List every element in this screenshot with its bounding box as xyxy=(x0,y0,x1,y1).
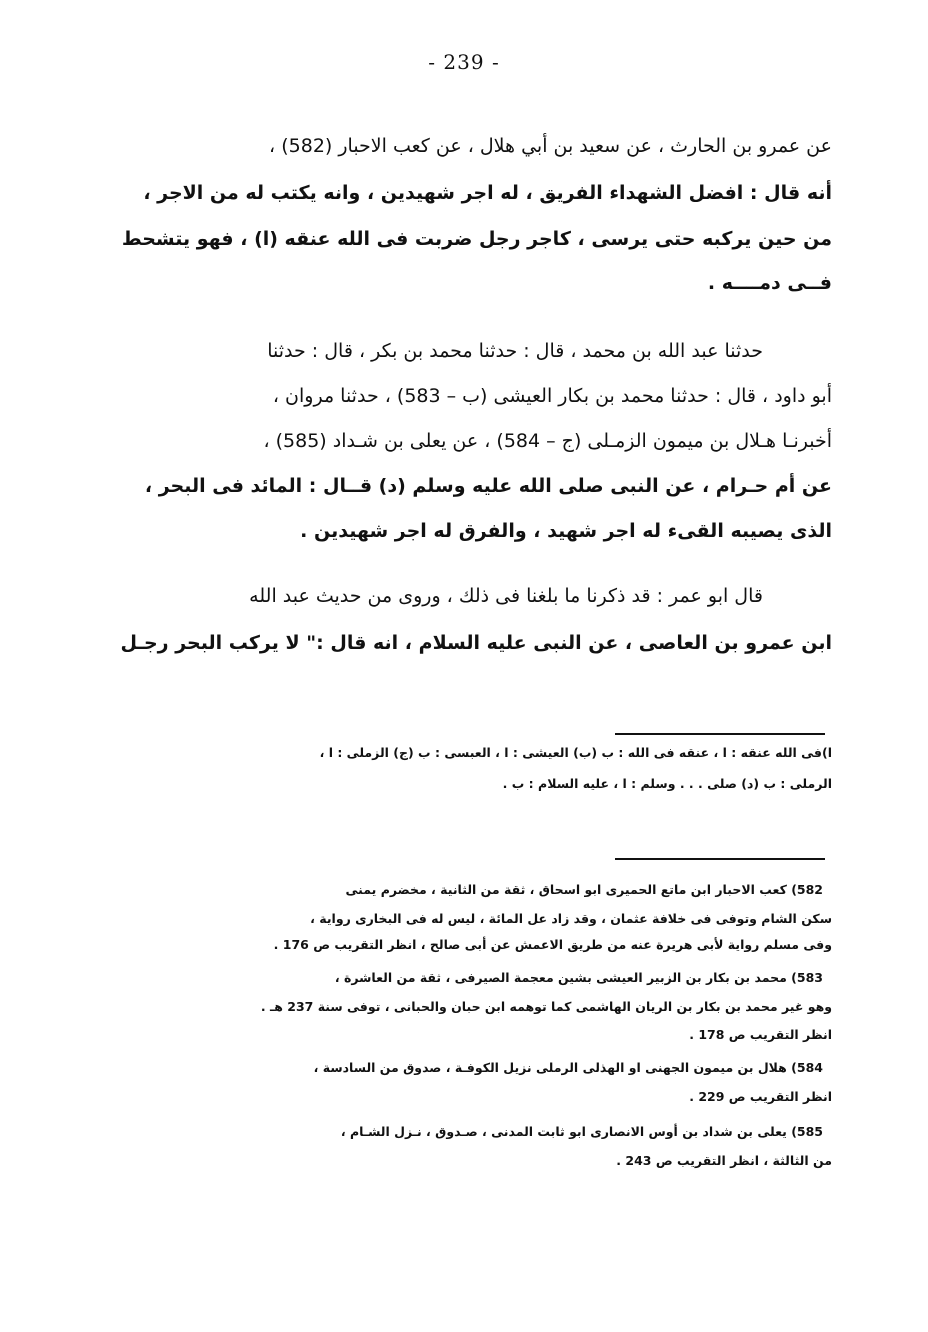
bio-note-585-line-1: 585) يعلى بن شداد بن أوس الانصارى ابو ثابت المدنى ، صـدوق ، نـزل الشـام ، xyxy=(340,1124,823,1139)
paragraph-3-line-1: قال ابو عمر : قد ذكرنا ما بلغنا فى ذلك ، وروى من حديث عبد الله xyxy=(249,585,763,607)
bio-note-582-line-3: وفى مسلم رواية لأبى هريرة عنه من طريق الاعمش عن أبى صالح ، انظر التقريب ص 176 . xyxy=(273,937,832,952)
bio-note-583-line-3: انظر التقريب ص 178 . xyxy=(689,1027,832,1042)
bio-note-585-line-2: من الثالثة ، انظر التقريب ص 243 . xyxy=(616,1153,832,1168)
bio-note-583-line-1: 583) محمد بن بكار بن الزبير العيشى بشين معجمة الصيرفى ، ثقة من العاشرة ، xyxy=(334,970,823,985)
page-number: - 239 - xyxy=(428,50,500,74)
paragraph-1-line-1: عن عمرو بن الحارث ، عن سعيد بن أبي هلال ، عن كعب الاحبار (582) ، xyxy=(269,135,832,157)
bio-note-582-line-1: 582) كعب الاحبار ابن ماتع الحميرى ابو اسحاق ، ثقة من الثانية ، مخضرم يمنى xyxy=(345,882,823,897)
bio-note-584-line-1: 584) هلال بن ميمون الجهنى او الهذلى الرملى نزيل الكوفـة ، صدوق من السادسة ، xyxy=(313,1060,823,1075)
bio-note-584-line-2: انظر التقريب ص 229 . xyxy=(689,1089,832,1104)
biographical-notes-rule xyxy=(615,858,825,860)
paragraph-2-line-5: الذى يصيبه القىء له اجر شهيد ، والفرق له اجر شهيدين . xyxy=(300,520,832,542)
variant-note-line-1: ا)فى الله عنقه : ا ، عنقه فى الله : ب (ب) العيشى : ا ، العبسى : ب (ج) الزملى : ا ، xyxy=(319,745,832,760)
paragraph-2-line-2: أبو داود ، قال : حدثنا محمد بن بكار العيشى (ب – 583) ، حدثنا مروان ، xyxy=(272,385,832,407)
bio-note-582-line-2: سكن الشام وتوفى فى خلافة عثمان ، وقد زاد عل المائة ، ليس له فى البخارى رواية ، xyxy=(310,911,832,926)
paragraph-2-line-1: حدثنا عبد الله بن محمد ، قال : حدثنا محمد بن بكر ، قال : حدثنا xyxy=(267,340,763,362)
paragraph-1-line-2: أنه قال : افضل الشهداء الفريق ، له اجر شهيدين ، وانه يكتب له من الاجر ، xyxy=(143,182,832,204)
bio-note-583-line-2: وهو غير محمد بن بكار بن الريان الهاشمى كما توهمه ابن حبان والحبانى ، توفى سنة 237 هـ . xyxy=(260,999,832,1014)
paragraph-2-line-3: أخبرنـا هـلال بن ميمون الزمـلى (ج – 584) ، عن يعلى بن شـداد (585) ، xyxy=(263,430,832,452)
paragraph-1-line-4: فــى دمــــه . xyxy=(707,272,832,294)
variant-notes-rule xyxy=(615,733,825,735)
paragraph-1-line-3: من حين يركبه حتى يرسى ، كاجر رجل ضربت فى الله عنقه (ا) ، فهو يتشحط xyxy=(121,228,832,250)
paragraph-3-line-2: ابن عمرو بن العاصى ، عن النبى عليه السلام ، انه قال :" لا يركب البحر رجـل xyxy=(120,632,832,654)
variant-note-line-2: الرملى : ب (د) صلى . . . وسلم : ا ، عليه السلام : ب . xyxy=(502,776,832,791)
paragraph-2-line-4: عن أم حـرام ، عن النبى صلى الله عليه وسلم (د) قــال : المائد فى البحر ، xyxy=(144,475,832,497)
